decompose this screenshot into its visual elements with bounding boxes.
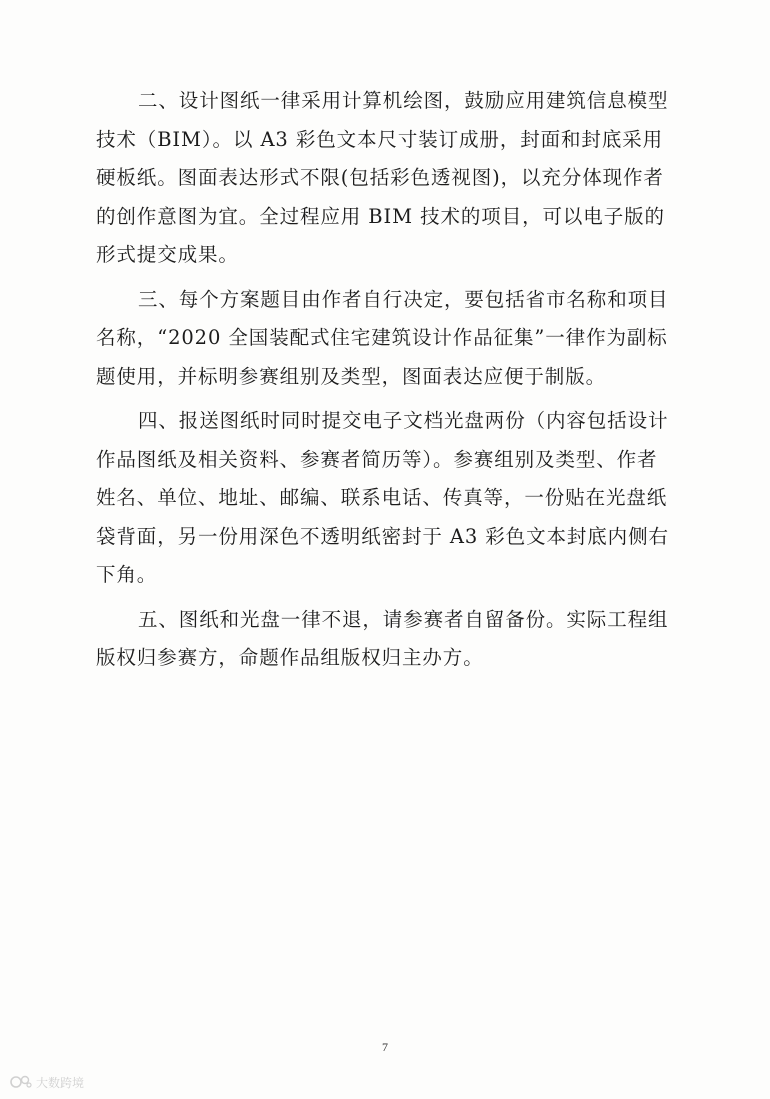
text-line: 三、每个方案题目由作者自行决定，要包括省市名称和项目 <box>138 287 669 311</box>
page-number: 7 <box>382 1040 388 1054</box>
text-line: 硬板纸。图面表达形式不限(包括彩色透视图)，以充分体现作者 <box>96 166 664 189</box>
watermark <box>10 1072 84 1092</box>
document-body <box>96 82 686 684</box>
text-line: 版权归参赛方，命题作品组版权归主办方。 <box>96 646 484 669</box>
text-line: 二、设计图纸一律采用计算机绘图，鼓励应用建筑信息模型 <box>138 89 669 112</box>
text-line: 形式提交成果。 <box>96 243 239 266</box>
text-line: 题使用，并标明参赛组别及类型，图面表达应便于制版。 <box>96 364 607 388</box>
paragraph-design-drawings <box>96 82 686 275</box>
watermark-text: 大数跨境 <box>36 1075 85 1090</box>
paragraph-copyright <box>96 601 686 678</box>
paragraph-project-title <box>96 281 686 397</box>
text-line: 袋背面，另一份用深色不透明纸密封于 A3 彩色文本封底内侧右 <box>96 524 669 548</box>
paragraph-submission-disc <box>96 402 686 595</box>
text-line: 名称，“2020 全国装配式住宅建筑设计作品征集”一律作为副标 <box>96 326 668 349</box>
text-line: 作品图纸及相关资料、参赛者简历等）。参赛组别及类型、作者 <box>96 447 658 471</box>
text-line: 下角。 <box>96 563 158 586</box>
text-line: 五、图纸和光盘一律不退，请参赛者自留备份。实际工程组 <box>138 607 669 631</box>
text-line: 的创作意图为宜。全过程应用 BIM 技术的项目，可以电子版的 <box>96 204 665 228</box>
text-line: 姓名、单位、地址、邮编、联系电话、传真等，一份贴在光盘纸 <box>96 486 668 509</box>
text-line: 四、报送图纸时同时提交电子文档光盘两份（内容包括设计 <box>138 409 669 432</box>
watermark-logo-icon <box>10 1074 32 1090</box>
text-line: 技术（BIM）。以 A3 彩色文本尺寸装订成册，封面和封底采用 <box>96 127 664 151</box>
